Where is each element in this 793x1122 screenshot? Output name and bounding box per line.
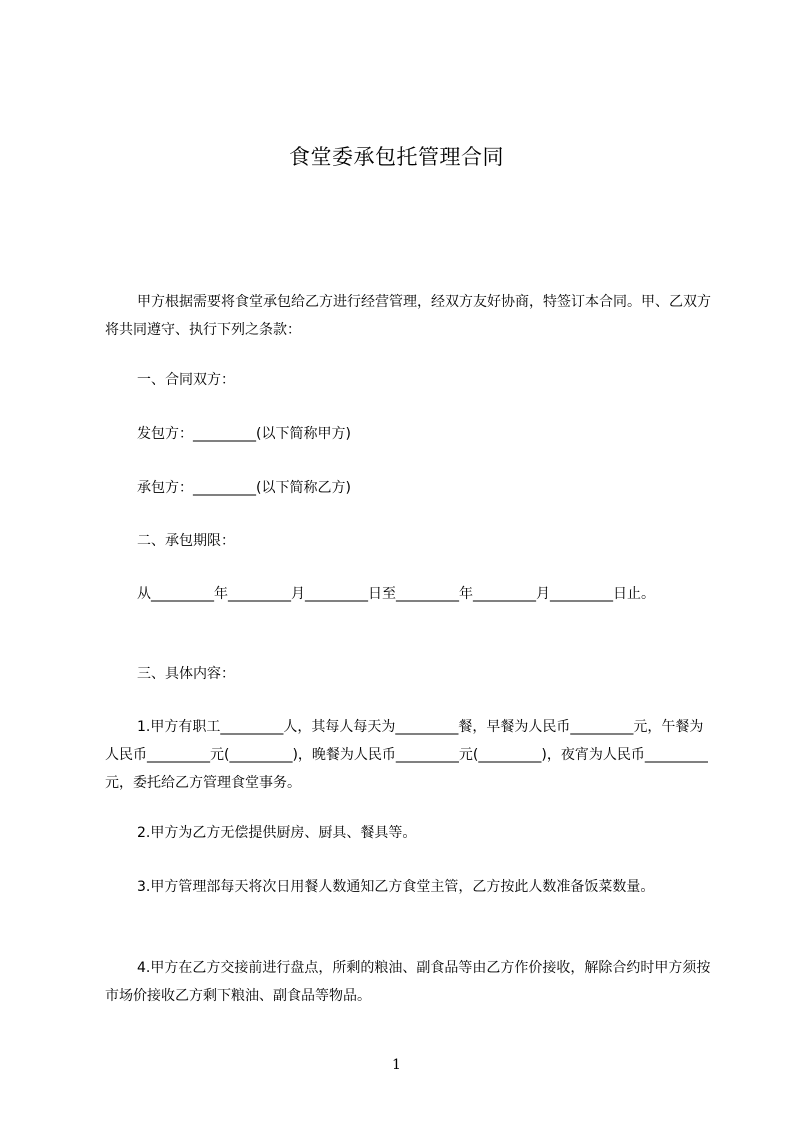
party-a-line: 发包方：_________(以下简称甲方) [137,426,351,442]
page-number: 1 [392,1057,401,1073]
section-heading-term: 二、承包期限： [137,533,235,549]
document-title: 食堂委承包托管理合同 [289,145,504,169]
section-heading-content: 三、具体内容： [137,666,235,682]
clause-2: 2.甲方为乙方无偿提供厨房、厨具、餐具等。 [137,825,417,841]
clause-3: 3.甲方管理部每天将次日用餐人数通知乙方食堂主管，乙方按此人数准备饭菜数量。 [137,879,655,895]
party-b-line: 承包方：_________(以下简称乙方) [137,480,351,496]
clause-1: 1.甲方有职工_________人，其每人每天为_________餐，早餐为人民币_________元，午餐为人民币_________元(_________)，晚餐为人民币_________元(_________)，夜宵为人民币_________元，委托给乙方管理食堂事务。 [105,719,708,791]
section-heading-parties: 一、合同双方： [137,372,235,388]
clause-4: 4.甲方在乙方交接前进行盘点，所剩的粮油、副食品等由乙方作价接收，解除合约时甲方须按市场价接收乙方剩下粮油、副食品等物品。 [105,960,711,1004]
term-period-line: 从_________年_________月_________日至_________年_________月_________日止。 [137,586,655,602]
intro-paragraph: 甲方根据需要将食堂承包给乙方进行经营管理，经双方友好协商，特签订本合同。甲、乙双方将共同遵守、执行下列之条款： [105,294,711,338]
